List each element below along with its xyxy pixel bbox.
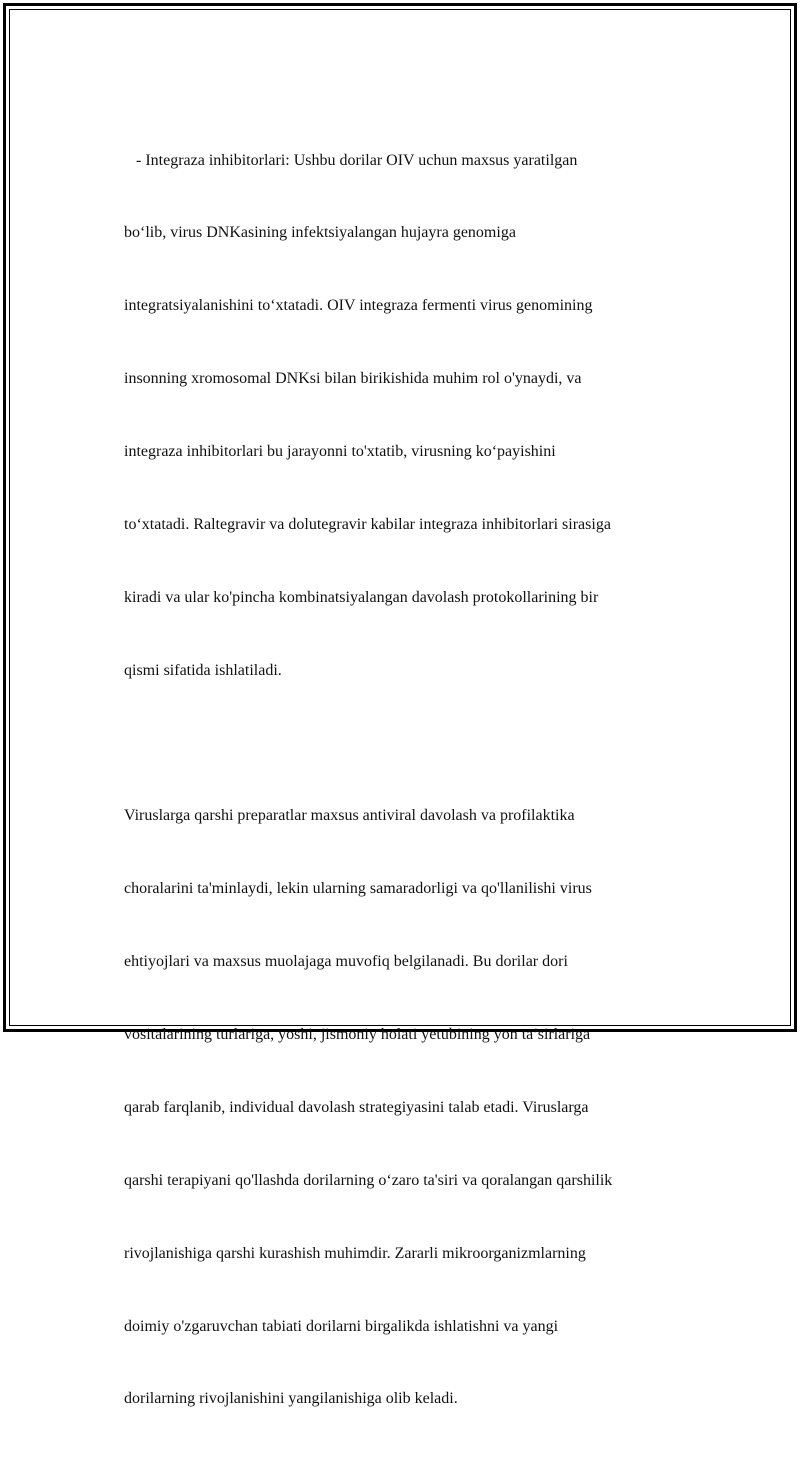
text-line: integratsiyalanishini to‘xtatadi. OIV integraza fermenti virus genomining [124, 297, 593, 315]
document-body [124, 100, 704, 1460]
page-frame [3, 3, 797, 1408]
text-line: integraza inhibitorlari bu jarayonni to'xtatib, virusning ko‘payishini [124, 443, 556, 461]
text-line: kiradi va ular ko'pincha kombinatsiyalangan davolash protokollarining bir [124, 588, 599, 606]
text-line: insonning xromosomal DNKsi bilan birikishida muhim rol o'ynaydi, va [124, 370, 582, 388]
text-line: ehtiyojlari va maxsus muolajaga muvofiq belgilanadi. Bu dorilar dori [124, 953, 568, 971]
text-line: bo‘lib, virus DNKasining infektsiyalangan hujayra genomiga [124, 224, 516, 242]
text-line: vositalarining turlariga, yoshi, jismoniy holati yetubining yon ta’sirlariga [124, 1025, 591, 1043]
text-line: to‘xtatadi. Raltegravir va dolutegravir kabilar integraza inhibitorlari sirasiga [124, 516, 611, 534]
paragraph-antiviral-summary [124, 756, 704, 1460]
text-line: dorilarning rivojlanishini yangilanishiga olib keladi. [124, 1390, 458, 1408]
text-line: choralarini ta'minlaydi, lekin ularning samaradorligi va qo'llanilishi virus [124, 880, 592, 898]
text-line: - Integraza inhibitorlari: Ushbu dorilar OIV uchun maxsus yaratilgan [124, 151, 578, 169]
text-line: rivojlanishiga qarshi kurashish muhimdir. Zararli mikroorganizmlarning [124, 1244, 586, 1262]
text-line: qarab farqlanib, individual davolash strategiyasini talab etadi. Viruslarga [124, 1098, 589, 1116]
text-line: qismi sifatida ishlatiladi. [124, 661, 282, 679]
text-line: qarshi terapiyani qo'llashda dorilarning o‘zaro ta'siri va qoralangan qarshilik [124, 1171, 613, 1189]
paragraph-integrase-inhibitors [124, 100, 704, 732]
text-line: Viruslarga qarshi preparatlar maxsus antiviral davolash va profilaktika [124, 807, 575, 825]
text-line: doimiy o'zgaruvchan tabiati dorilarni birgalikda ishlatishni va yangi [124, 1317, 559, 1335]
